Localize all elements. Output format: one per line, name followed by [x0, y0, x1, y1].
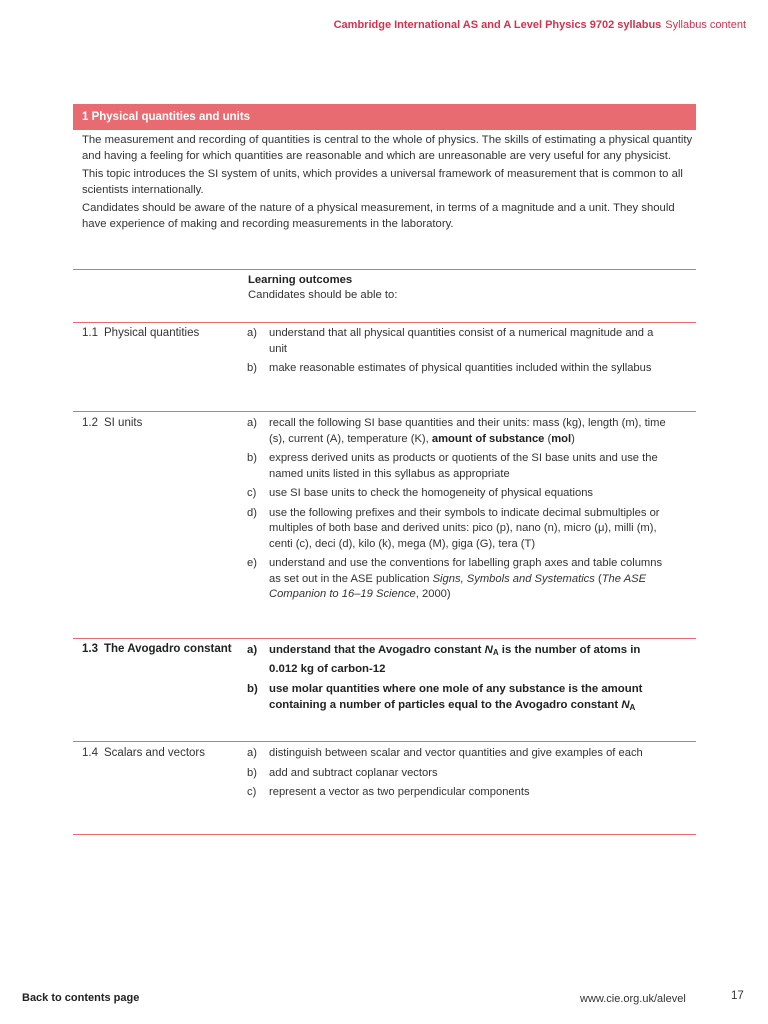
page-header	[334, 19, 746, 31]
outcome-text: recall the following SI base quantities and their units: mass (kg), length (m), time (s), current (A), temperature (K),	[269, 417, 666, 445]
outcome-item	[247, 642, 672, 677]
outcome-text: represent a vector as two perpendicular components	[269, 786, 530, 798]
intro-paragraph: This topic introduces the SI system of units, which provides a universal framework of measurement that is common to all scientists internationally.	[82, 168, 683, 196]
website-url[interactable]: www.cie.org.uk/alevel	[580, 993, 686, 1005]
section-title	[82, 416, 232, 432]
divider	[73, 322, 696, 323]
outcome-text: use SI base units to check the homogeneity of physical equations	[269, 487, 594, 499]
publication-title: Signs, Symbols and Systematics	[432, 572, 595, 585]
avogadro-subscript: A	[492, 648, 499, 657]
outcome-list	[247, 416, 672, 607]
outcome-letter: a)	[247, 747, 257, 759]
outcome-list	[247, 746, 672, 805]
outcome-letter: b)	[247, 362, 257, 374]
back-to-contents-link[interactable]: Back to contents page	[22, 992, 140, 1004]
section-number: 1.4	[82, 747, 98, 759]
section-name: Physical quantities	[104, 327, 200, 339]
outcome-text: make reasonable estimates of physical quantities included within the syllabus	[269, 362, 652, 374]
syllabus-section: Syllabus content	[665, 19, 746, 31]
outcome-text: use molar quantities where one mole of any substance is the amount containing a number of particles equal to the Avogadro constant	[269, 683, 643, 711]
outcome-item	[247, 766, 672, 782]
learning-outcomes-subtitle: Candidates should be able to:	[248, 289, 398, 301]
outcome-list	[247, 642, 672, 720]
outcome-text: )	[571, 432, 575, 445]
section-title	[82, 642, 232, 658]
section-number: 1.3	[82, 643, 98, 655]
outcome-text: understand that the Avogadro constant	[269, 644, 485, 656]
section-title	[82, 746, 232, 762]
outcome-item	[247, 361, 672, 377]
outcome-list	[247, 326, 672, 381]
outcome-letter: b)	[247, 766, 257, 779]
outcome-letter: e)	[247, 557, 257, 569]
section-title	[82, 326, 232, 342]
outcome-text: (	[544, 432, 552, 445]
divider	[73, 741, 696, 742]
section-name: The Avogadro constant	[104, 643, 232, 655]
outcome-letter: d)	[247, 506, 257, 519]
outcome-text: distinguish between scalar and vector quantities and give examples of each	[269, 747, 643, 759]
outcome-letter: b)	[247, 452, 257, 464]
outcome-letter: a)	[247, 327, 257, 339]
outcome-item	[247, 506, 672, 553]
learning-outcomes-header	[248, 273, 397, 303]
divider	[73, 834, 696, 835]
section-number: 1.2	[82, 417, 98, 429]
outcome-emphasis: amount of substance	[431, 432, 545, 445]
avogadro-symbol: N	[484, 644, 493, 656]
outcome-item	[247, 681, 672, 716]
outcome-text: understand that all physical quantities consist of a numerical magnitude and a unit	[269, 327, 654, 355]
publication-title: The ASE Companion to 16–19 Science	[269, 572, 647, 600]
outcome-emphasis: mol	[551, 432, 572, 445]
section-name: Scalars and vectors	[104, 747, 205, 759]
outcome-letter: c)	[247, 786, 257, 798]
topic-intro	[82, 133, 696, 235]
divider	[73, 638, 696, 639]
outcome-text: (	[594, 572, 602, 585]
outcome-text: understand and use the conventions for labelling graph axes and table columns as set out in the ASE publication	[269, 557, 663, 585]
outcome-letter: a)	[247, 417, 257, 429]
outcome-item	[247, 746, 672, 762]
avogadro-symbol: N	[621, 699, 630, 711]
topic-heading: 1 Physical quantities and units	[73, 104, 696, 130]
section-number: 1.1	[82, 327, 98, 339]
intro-paragraph: The measurement and recording of quantities is central to the whole of physics. The skills of estimating a physical quantity and having a feeling for which quantities are reasonable and which are unreasonable are very useful for any physicist.	[82, 134, 693, 162]
outcome-text: add and subtract coplanar vectors	[269, 766, 438, 779]
divider	[73, 411, 696, 412]
outcome-letter: c)	[247, 487, 257, 499]
outcome-letter: a)	[247, 644, 258, 656]
outcome-text: , 2000)	[415, 588, 451, 600]
outcome-item	[247, 556, 672, 603]
outcome-item	[247, 486, 672, 502]
divider	[73, 269, 696, 270]
outcome-letter: b)	[247, 683, 258, 695]
outcome-item	[247, 451, 672, 482]
section-name: SI units	[104, 417, 143, 429]
avogadro-subscript: A	[629, 703, 636, 712]
outcome-text: is the number of atoms in 0.012 kg of carbon-12	[269, 644, 641, 675]
page-number: 17	[731, 990, 744, 1002]
learning-outcomes-title: Learning outcomes	[248, 274, 353, 286]
outcome-item	[247, 785, 672, 801]
outcome-text: use the following prefixes and their symbols to indicate decimal submultiples or multiples of both base and derived units: pico (p), nano (n), micro (μ), milli (m), centi (c), deci (d), kilo (k), mega (M), giga (G), tera (T)	[269, 506, 660, 550]
syllabus-title: Cambridge International AS and A Level Physics 9702 syllabus	[333, 19, 662, 31]
outcome-item	[247, 416, 672, 447]
intro-paragraph: Candidates should be aware of the nature of a physical measurement, in terms of a magnitude and a unit. They should have experience of making and recording measurements in the laboratory.	[82, 202, 675, 230]
outcome-text: express derived units as products or quotients of the SI base units and use the named units listed in this syllabus as appropriate	[269, 452, 658, 480]
outcome-item	[247, 326, 672, 357]
